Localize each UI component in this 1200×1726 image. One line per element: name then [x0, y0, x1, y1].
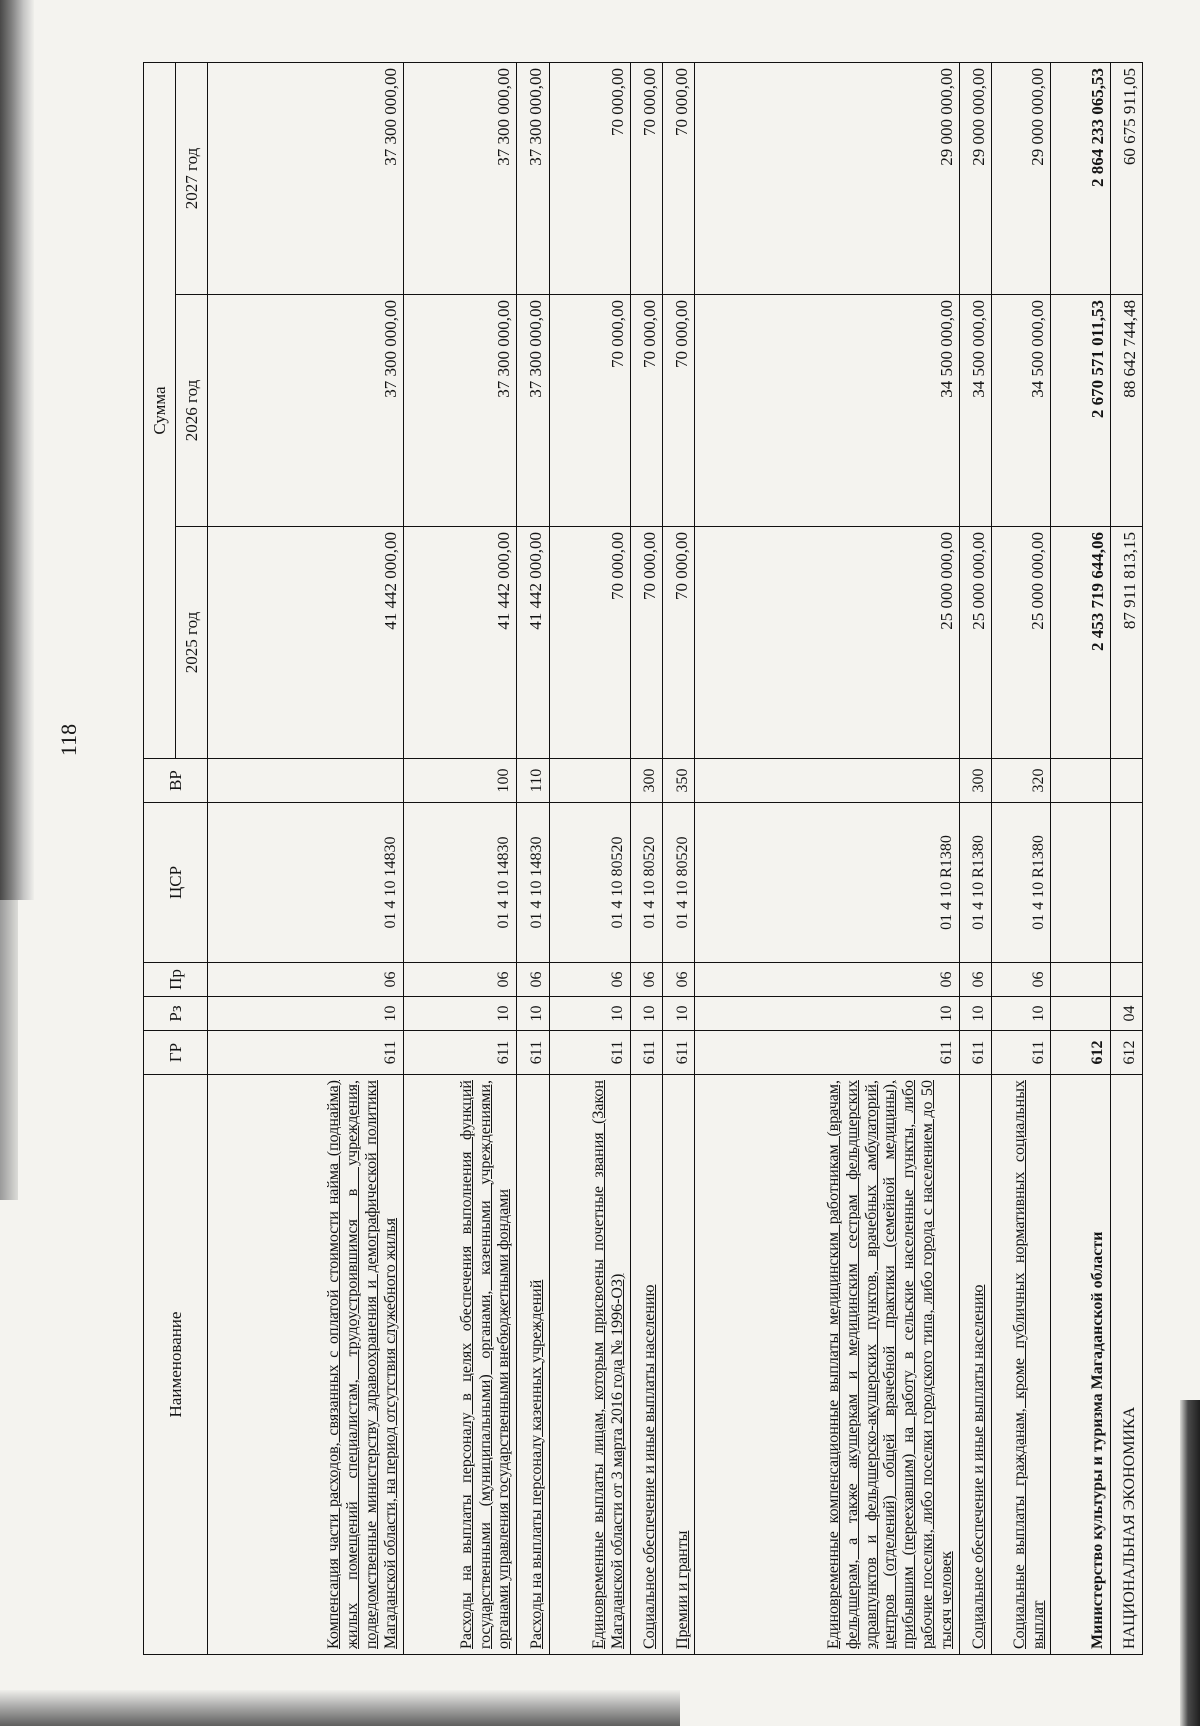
- cell-name: НАЦИОНАЛЬНАЯ ЭКОНОМИКА: [1110, 1075, 1142, 1655]
- cell-csr: 01 4 10 14830: [208, 803, 403, 963]
- cell-y2027: 70 000,00: [549, 62, 631, 294]
- cell-pr: [1110, 963, 1142, 997]
- header-2026: 2026 год: [176, 295, 208, 527]
- cell-y2026: 2 670 571 011,53: [1051, 295, 1110, 527]
- cell-rz: 10: [663, 997, 695, 1031]
- cell-vr: [1051, 759, 1110, 803]
- cell-y2027: 70 000,00: [663, 62, 695, 294]
- cell-vr: 110: [517, 759, 549, 803]
- cell-gr: 611: [549, 1031, 631, 1075]
- cell-csr: 01 4 10 80520: [663, 803, 695, 963]
- table-row: [631, 62, 663, 1654]
- scan-edge-left: [0, 0, 34, 900]
- cell-csr: 01 4 10 R1380: [959, 803, 991, 963]
- cell-y2025: 70 000,00: [663, 527, 695, 759]
- cell-y2027: 29 000 000,00: [695, 62, 960, 294]
- cell-y2027: 29 000 000,00: [959, 62, 991, 294]
- scan-edge-right: [1180, 1400, 1200, 1726]
- cell-name: Единовременные выплаты лицам, которым присвоены почетные звания (Закон Магаданской области от 3 марта 2016 года № 1996-ОЗ): [549, 1075, 631, 1655]
- cell-y2025: 41 442 000,00: [517, 527, 549, 759]
- cell-y2025: 70 000,00: [549, 527, 631, 759]
- cell-rz: [1051, 997, 1110, 1031]
- table-row: [663, 62, 695, 1654]
- table-row: [208, 62, 403, 1654]
- cell-y2025: 70 000,00: [631, 527, 663, 759]
- cell-gr: 611: [517, 1031, 549, 1075]
- header-sum: Сумма: [144, 62, 176, 758]
- cell-pr: 06: [517, 963, 549, 997]
- cell-vr: [695, 759, 960, 803]
- table-row: [1051, 62, 1110, 1654]
- cell-vr: 300: [959, 759, 991, 803]
- cell-gr: 612: [1051, 1031, 1110, 1075]
- cell-y2027: 29 000 000,00: [992, 62, 1051, 294]
- cell-name: Социальные выплаты гражданам, кроме публичных нормативных социальных выплат: [992, 1075, 1051, 1655]
- cell-rz: 10: [631, 997, 663, 1031]
- cell-y2026: 37 300 000,00: [403, 295, 517, 527]
- page-number: 118: [56, 723, 81, 757]
- cell-pr: [1051, 963, 1110, 997]
- cell-rz: 10: [517, 997, 549, 1031]
- cell-y2025: 25 000 000,00: [992, 527, 1051, 759]
- cell-name: Социальное обеспечение и иные выплаты населению: [959, 1075, 991, 1655]
- cell-y2025: 41 442 000,00: [208, 527, 403, 759]
- cell-name: Компенсация части расходов, связанных с оплатой стоимости найма (поднайма) жилых помещений специалистам, трудоустроившимся в учреждения, подведомственные министерству здравоохранения и демографической политики Магаданской области, на период отсутствия служебного жилья: [208, 1075, 403, 1655]
- cell-vr: [1110, 759, 1142, 803]
- cell-name: Социальное обеспечение и иные выплаты населению: [631, 1075, 663, 1655]
- cell-pr: 06: [631, 963, 663, 997]
- cell-y2027: 37 300 000,00: [208, 62, 403, 294]
- cell-gr: 611: [959, 1031, 991, 1075]
- cell-csr: 01 4 10 80520: [549, 803, 631, 963]
- cell-gr: 611: [631, 1031, 663, 1075]
- cell-y2027: 2 864 233 065,53: [1051, 62, 1110, 294]
- cell-y2027: 70 000,00: [631, 62, 663, 294]
- cell-pr: 06: [992, 963, 1051, 997]
- cell-y2025: 2 453 719 644,06: [1051, 527, 1110, 759]
- cell-pr: 06: [403, 963, 517, 997]
- cell-y2026: 70 000,00: [663, 295, 695, 527]
- cell-name: Премии и гранты: [663, 1075, 695, 1655]
- cell-name: Расходы на выплаты персоналу казенных учреждений: [517, 1075, 549, 1655]
- cell-rz: 10: [403, 997, 517, 1031]
- table-row: [549, 62, 631, 1654]
- cell-vr: [549, 759, 631, 803]
- cell-gr: 612: [1110, 1031, 1142, 1075]
- cell-y2025: 41 442 000,00: [403, 527, 517, 759]
- cell-gr: 611: [695, 1031, 960, 1075]
- table-row: [992, 62, 1051, 1654]
- cell-y2025: 25 000 000,00: [695, 527, 960, 759]
- cell-rz: 10: [549, 997, 631, 1031]
- cell-vr: 100: [403, 759, 517, 803]
- table-row: [517, 62, 549, 1654]
- cell-csr: 01 4 10 R1380: [992, 803, 1051, 963]
- cell-pr: 06: [208, 963, 403, 997]
- header-vr: ВР: [144, 759, 208, 803]
- cell-vr: 350: [663, 759, 695, 803]
- header-rz: Рз: [144, 997, 208, 1031]
- cell-gr: 611: [403, 1031, 517, 1075]
- cell-y2025: 87 911 813,15: [1110, 527, 1142, 759]
- cell-y2026: 70 000,00: [631, 295, 663, 527]
- cell-csr: 01 4 10 80520: [631, 803, 663, 963]
- cell-y2026: 70 000,00: [549, 295, 631, 527]
- cell-rz: 10: [695, 997, 960, 1031]
- cell-csr: 01 4 10 14830: [517, 803, 549, 963]
- cell-rz: 10: [959, 997, 991, 1031]
- cell-y2026: 37 300 000,00: [517, 295, 549, 527]
- cell-name: Расходы на выплаты персоналу в целях обеспечения выполнения функций государственными (муниципальными) органами, казенными учреждениями, органами управления государственными внебюджетными фондами: [403, 1075, 517, 1655]
- cell-pr: 06: [959, 963, 991, 997]
- table-row: [959, 62, 991, 1654]
- cell-rz: 10: [992, 997, 1051, 1031]
- cell-y2026: 34 500 000,00: [992, 295, 1051, 527]
- cell-y2027: 60 675 911,05: [1110, 62, 1142, 294]
- cell-name: Министерство культуры и туризма Магаданской области: [1051, 1075, 1110, 1655]
- cell-csr: [1051, 803, 1110, 963]
- cell-y2026: 37 300 000,00: [208, 295, 403, 527]
- cell-rz: 10: [208, 997, 403, 1031]
- header-2027: 2027 год: [176, 62, 208, 294]
- header-gr: ГР: [144, 1031, 208, 1075]
- header-row-1: [144, 62, 176, 1654]
- header-name: Наименование: [144, 1075, 208, 1655]
- cell-y2026: 34 500 000,00: [695, 295, 960, 527]
- rotated-page: [143, 63, 1143, 1655]
- table-row: [695, 62, 960, 1654]
- cell-vr: 300: [631, 759, 663, 803]
- cell-pr: 06: [695, 963, 960, 997]
- cell-csr: 01 4 10 R1380: [695, 803, 960, 963]
- cell-y2026: 88 642 744,48: [1110, 295, 1142, 527]
- cell-pr: 06: [663, 963, 695, 997]
- cell-y2027: 37 300 000,00: [517, 62, 549, 294]
- scan-edge-bottom: [0, 1690, 680, 1726]
- cell-csr: 01 4 10 14830: [403, 803, 517, 963]
- table-row: [1110, 62, 1142, 1654]
- cell-gr: 611: [208, 1031, 403, 1075]
- cell-csr: [1110, 803, 1142, 963]
- header-2025: 2025 год: [176, 527, 208, 759]
- cell-y2025: 25 000 000,00: [959, 527, 991, 759]
- header-csr: ЦСР: [144, 803, 208, 963]
- cell-name: Единовременные компенсационные выплаты медицинским работникам (врачам, фельдшерам, а также акушеркам и медицинским сестрам фельдшерских здравпунктов и фельдшерско-акушерских пунктов, врачебных амбулаторий, центров (отделений) общей врачебной практики (семейной медицины), прибывшим (переехавшим) на работу в сельские населенные пункты, либо рабочие поселки, либо поселки городского типа, либо города с населением до 50 тысяч человек: [695, 1075, 960, 1655]
- cell-vr: [208, 759, 403, 803]
- cell-gr: 611: [663, 1031, 695, 1075]
- cell-gr: 611: [992, 1031, 1051, 1075]
- cell-rz: 04: [1110, 997, 1142, 1031]
- cell-pr: 06: [549, 963, 631, 997]
- cell-vr: 320: [992, 759, 1051, 803]
- cell-y2026: 34 500 000,00: [959, 295, 991, 527]
- cell-y2027: 37 300 000,00: [403, 62, 517, 294]
- table-row: [403, 62, 517, 1654]
- scan-edge-left-lower: [0, 900, 18, 1200]
- header-pr: Пр: [144, 963, 208, 997]
- budget-table: [143, 62, 1143, 1655]
